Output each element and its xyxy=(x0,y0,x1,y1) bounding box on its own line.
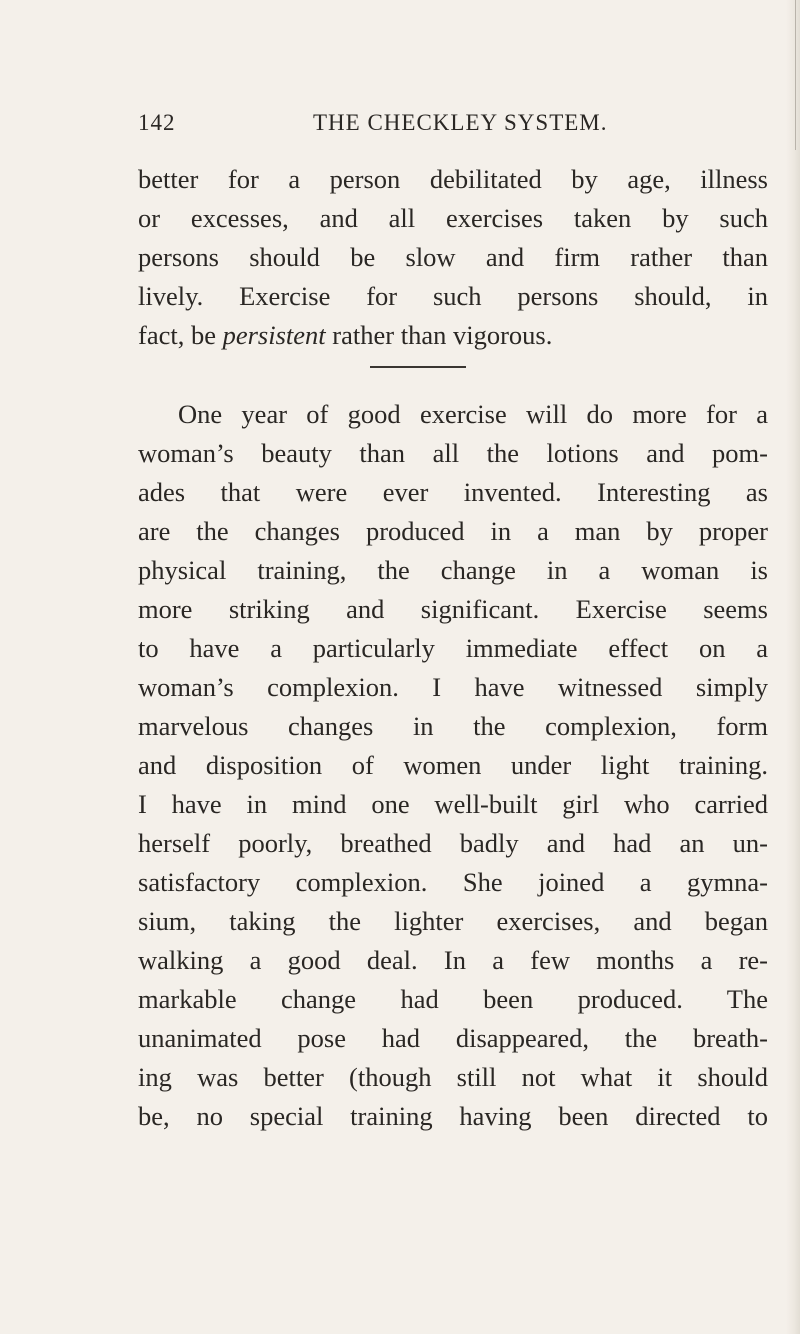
section-divider xyxy=(370,366,466,368)
page-edge-line xyxy=(795,0,796,150)
text-line: walking a good deal. In a few months a re- xyxy=(138,945,768,975)
text-fragment: fact, be xyxy=(138,320,223,350)
text-line: One year of good exercise will do more for a xyxy=(178,399,768,429)
text-line: and disposition of women under light training. xyxy=(138,750,768,780)
text-line: I have in mind one well-built girl who carried xyxy=(138,789,768,819)
paragraph-1 xyxy=(138,160,768,355)
text-line: markable change had been produced. The xyxy=(138,984,768,1014)
text-line: woman’s complexion. I have witnessed simply xyxy=(138,672,768,702)
text-line: better for a person debilitated by age, illness xyxy=(138,164,768,194)
text-line: to have a particularly immediate effect on a xyxy=(138,633,768,663)
text-fragment: rather than vigorous. xyxy=(325,320,553,350)
text-line: are the changes produced in a man by proper xyxy=(138,516,768,546)
text-line xyxy=(138,316,768,355)
text-line: persons should be slow and firm rather than xyxy=(138,242,768,272)
page-header xyxy=(138,110,648,140)
text-line: lively. Exercise for such persons should, in xyxy=(138,281,768,311)
paragraph-2 xyxy=(138,395,768,1136)
text-line: more striking and significant. Exercise seems xyxy=(138,594,768,624)
text-line: physical training, the change in a woman is xyxy=(138,555,768,585)
text-line: or excesses, and all exercises taken by such xyxy=(138,203,768,233)
text-line: woman’s beauty than all the lotions and pom- xyxy=(138,438,768,468)
text-line: ades that were ever invented. Interesting as xyxy=(138,477,768,507)
text-line: sium, taking the lighter exercises, and began xyxy=(138,906,768,936)
page-number: 142 xyxy=(138,110,176,135)
emphasized-word: persistent xyxy=(222,320,326,350)
text-line: marvelous changes in the complexion, form xyxy=(138,711,768,741)
text-line: herself poorly, breathed badly and had an un- xyxy=(138,828,768,858)
text-line: unanimated pose had disappeared, the breath- xyxy=(138,1023,768,1053)
text-line: ing was better (though still not what it should xyxy=(138,1062,768,1092)
text-line: satisfactory complexion. She joined a gymna- xyxy=(138,867,768,897)
running-title: THE CHECKLEY SYSTEM. xyxy=(313,110,608,135)
text-line: be, no special training having been directed to xyxy=(138,1101,768,1131)
page-edge xyxy=(786,0,800,1334)
